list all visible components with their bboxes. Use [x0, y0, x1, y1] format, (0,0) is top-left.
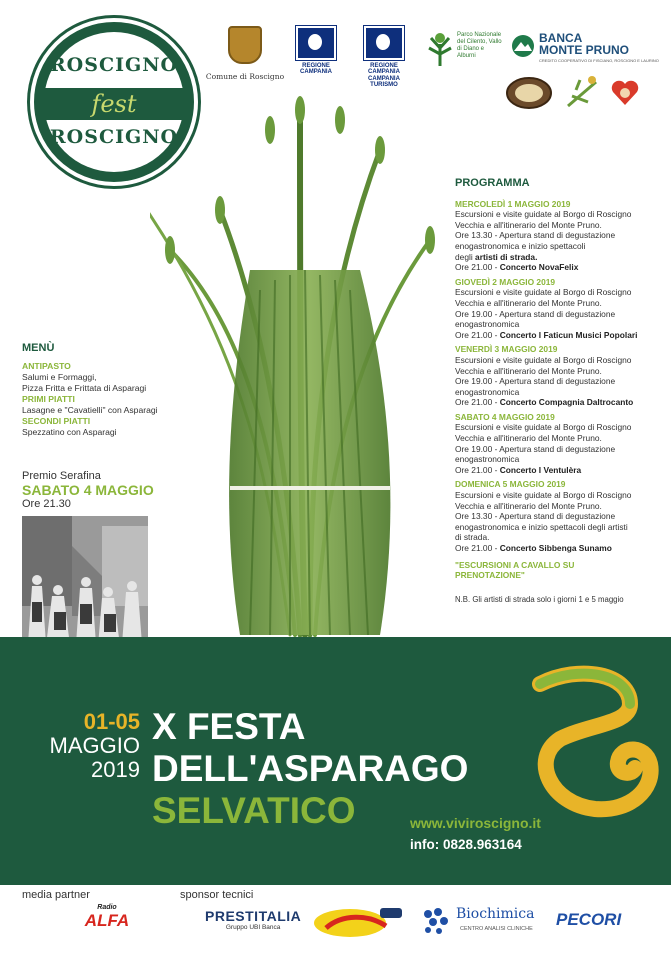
media-partner-label: media partner [22, 889, 90, 901]
comune-label: Comune di Roscigno [205, 72, 285, 81]
day-line [455, 397, 660, 408]
premio-date: SABATO 4 MAGGIO [22, 482, 154, 498]
day-line: Escursioni e visite guidate al Borgo di Roscigno [455, 490, 632, 501]
day-concert: Concerto I Faticun Musici Popolari [499, 329, 638, 340]
day-line [455, 262, 660, 273]
day-line: Escursioni e visite guidate al Borgo di Roscigno [455, 354, 632, 365]
day-time: Ore 21.00 - [455, 543, 500, 553]
website-link[interactable]: www.viviroscigno.it [410, 815, 541, 831]
premio-time: Ore 21.30 [22, 498, 71, 510]
parco-logo [425, 26, 505, 72]
parco-tree-icon [425, 30, 455, 66]
radio-alfa-logo [77, 904, 137, 931]
parco-label: Parco Nazionale del Cilento, Vallo di Diano e Alburni [457, 32, 502, 59]
day-line: Vecchia e all'itinerario del Monte Pruno. [455, 365, 602, 376]
day-line: Ore 19.00 - Apertura stand di degustazione [455, 308, 616, 319]
event-year: 2019 [91, 757, 140, 782]
day-line: di strada. [455, 532, 490, 543]
day-line: enogastronomica [455, 386, 520, 397]
badge-logo-icon [505, 76, 553, 110]
day-concert: Concerto Compagnia Daltrocanto [499, 397, 634, 408]
day-line: Escursioni e visite guidate al Borgo di Roscigno [455, 287, 632, 298]
day-line: Vecchia e all'itinerario del Monte Pruno. [455, 433, 602, 444]
menu-item: Pizza Fritta e Frittata di Asparagi [22, 383, 147, 393]
swirl-emblem-icon [520, 664, 665, 824]
day-date: DOMENICA 5 MAGGIO 2019 [455, 479, 566, 490]
day-line: enogastronomica [455, 454, 520, 465]
day-date: VENERDÌ 3 MAGGIO 2019 [455, 344, 558, 355]
day-line [455, 543, 660, 554]
day-date: GIOVEDÌ 2 MAGGIO 2019 [455, 276, 556, 287]
day-line: Ore 13.30 - Apertura stand di degustazione [455, 230, 616, 241]
nb-note: N.B. Gli artisti di strada solo i giorni 1 e 5 maggio [455, 594, 624, 604]
logo-top-text: ROSCIGNO [49, 54, 179, 76]
day-date: MERCOLEDÌ 1 MAGGIO 2019 [455, 198, 571, 209]
day-concert: Concerto NovaFelix [499, 262, 579, 273]
day-time: Ore 21.00 - [455, 397, 500, 408]
menu-heading: MENÙ [22, 342, 55, 354]
premio-section [22, 470, 222, 510]
event-month: MAGGIO [49, 733, 140, 758]
day-text: degli [455, 251, 476, 262]
menu-item: Salumi e Formaggi, [22, 372, 97, 382]
info-phone: info: 0828.963164 [410, 837, 522, 852]
regione-label: REGIONE CAMPANIA [300, 63, 332, 75]
regione-label-2: REGIONE CAMPANIA [368, 63, 400, 75]
logo-ribbon: fest [36, 88, 192, 120]
biochimica-logo [422, 906, 552, 940]
event-dates [30, 710, 140, 782]
day-date: SABATO 4 MAGGIO 2019 [455, 411, 555, 422]
event-title-line1: X FESTA [152, 706, 306, 747]
comune-logo [205, 26, 285, 81]
day-concert: Concerto Sibbenga Sunamo [499, 543, 612, 553]
event-days: 01-05 [83, 709, 140, 734]
day-line: enogastronomica e inizio spettacoli degli artisti [455, 521, 628, 532]
prestitalia-logo [205, 908, 301, 931]
cardinale-logo-icon [312, 906, 404, 940]
regione-emblem-icon [296, 26, 336, 60]
day-line: Escursioni e visite guidate al Borgo di Roscigno [455, 422, 632, 433]
menu-section [22, 343, 202, 438]
regione-logo [290, 26, 342, 75]
day-line: Ore 19.00 - Apertura stand di degustazione [455, 443, 616, 454]
sponsor-tecnici-label: sponsor tecnici [180, 889, 254, 901]
prestitalia-name: PRESTITALIA [205, 908, 302, 924]
day-line [455, 330, 660, 341]
campania-emblem-icon [364, 26, 404, 60]
day-time: Ore 21.00 - [455, 329, 500, 340]
biochimica-name: Biochimica [456, 906, 535, 922]
day-line [455, 465, 660, 476]
day-line: Escursioni e visite guidate al Borgo di Roscigno [455, 209, 632, 220]
escursioni-line1: "ESCURSIONI A CAVALLO SU [455, 559, 575, 570]
menu-item: Lasagne e "Cavatielli" con Asparagi [22, 405, 158, 415]
day-concert: Concerto I Ventulèra [499, 464, 582, 475]
herbs-logo-icon [562, 72, 602, 112]
radio-small-text: Radio [97, 904, 117, 911]
menu-item: Spezzatino con Asparagi [22, 427, 117, 437]
biochimica-sub: CENTRO ANALISI CLINICHE [460, 926, 533, 932]
comune-crest-icon [228, 26, 262, 64]
radio-big-text: ALFA [84, 911, 130, 930]
event-title-line3: SELVATICO [152, 790, 356, 831]
day-bold-text: artisti di strada. [475, 251, 538, 262]
campania-turismo-logo [356, 26, 412, 88]
day-line: Ore 19.00 - Apertura stand di degustazione [455, 376, 616, 387]
prestitalia-sub: Gruppo UBI Banca [225, 924, 281, 931]
menu-section-title: SECONDI PIATTI [22, 416, 91, 426]
programma-heading: PROGRAMMA [455, 177, 530, 189]
day-time: Ore 21.00 - [455, 262, 500, 273]
day-line: Vecchia e all'itinerario del Monte Pruno. [455, 297, 602, 308]
biochimica-dots-icon [422, 906, 452, 936]
banca-line2: MONTE PRUNO [539, 43, 629, 57]
day-line: Vecchia e all'itinerario del Monte Pruno. [455, 219, 602, 230]
logo-bottom-text: ROSCIGNO [49, 126, 179, 148]
day-time: Ore 21.00 - [455, 464, 500, 475]
menu-section-title: PRIMI PIATTI [22, 394, 75, 404]
day-line: Ore 13.30 - Apertura stand di degustazione [455, 511, 616, 522]
menu-section-title: ANTIPASTO [22, 361, 71, 371]
banca-monte-pruno-logo [511, 30, 661, 70]
day-line: enogastronomica [455, 319, 520, 330]
escursioni-line2: PRENOTAZIONE" [455, 570, 525, 581]
banca-mountain-icon [511, 34, 535, 58]
day-line: enogastronomica e inizio spettacoli [455, 240, 586, 251]
programma-section [455, 178, 660, 605]
day-line [455, 252, 660, 263]
event-title-line2: DELL'ASPARAGO [152, 748, 469, 789]
banca-line3: CREDITO COOPERATIVO DI FISCIANO, ROSCIGNO E LAURINO [539, 58, 659, 63]
event-title [152, 706, 532, 832]
pecori-logo: PECORI [556, 910, 622, 929]
heart-logo-icon [610, 78, 640, 108]
premio-title: Premio Serafina [22, 470, 101, 482]
turismo-label: CAMPANIA TURISMO [368, 76, 400, 88]
banca-line1: BANCA [539, 31, 583, 45]
day-line: Vecchia e all'itinerario del Monte Pruno. [455, 500, 602, 511]
